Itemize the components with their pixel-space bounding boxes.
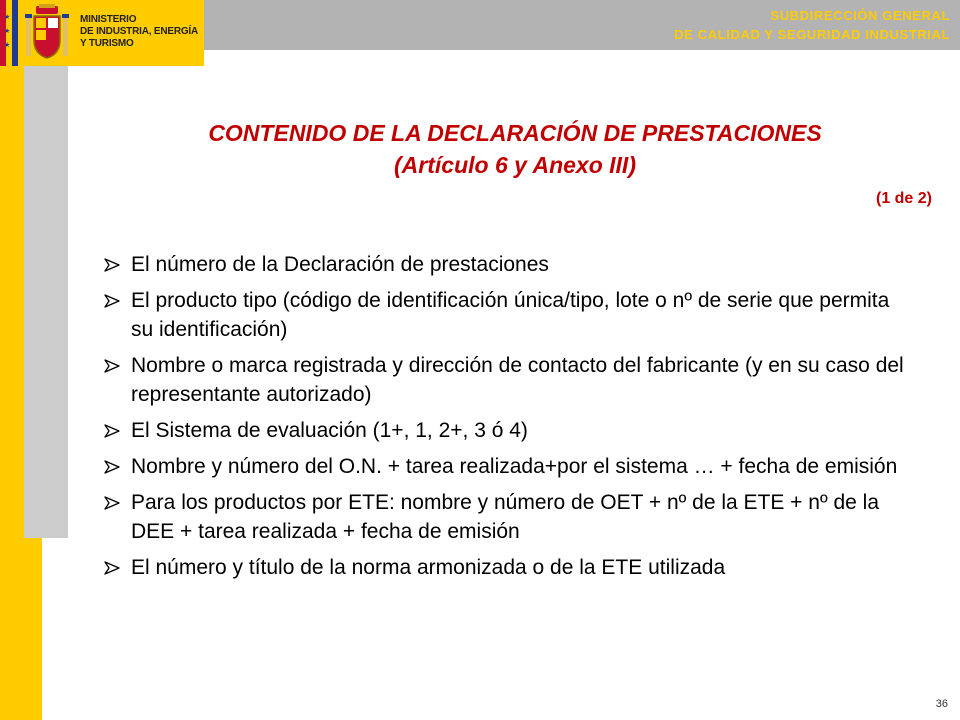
ministry-logo — [0, 0, 204, 66]
ministry-name: MINISTERIO DE INDUSTRIA, ENERGÍA Y TURISMO — [80, 14, 199, 49]
bullet-text: Nombre o marca registrada y dirección de contacto del fabricante (y en su caso del representante autorizado) — [131, 354, 904, 406]
coat-of-arms-icon — [22, 4, 72, 62]
list-item — [104, 286, 904, 344]
bullet-text: El número de la Declaración de prestaciones — [131, 253, 549, 276]
left-grey-panel — [24, 50, 68, 538]
arrow-bullet-icon — [104, 561, 120, 575]
bullet-text: Para los productos por ETE: nombre y número de OET + nº de la ETE + nº de la DEE + tarea realizada + fecha de emisión — [131, 491, 880, 543]
agency-name: SUBDIRECCIÓN GENERAL DE CALIDAD Y SEGURIDAD INDUSTRIAL — [674, 8, 950, 42]
list-item — [104, 488, 904, 546]
slide-title-line1: CONTENIDO DE LA DECLARACIÓN DE PRESTACIONES — [208, 120, 822, 146]
eu-flag-icon: ★ ★ ★ — [0, 0, 18, 66]
bullet-text: Nombre y número del O.N. + tarea realizada+por el sistema … + fecha de emisión — [131, 455, 898, 478]
arrow-bullet-icon — [104, 496, 120, 510]
arrow-bullet-icon — [104, 359, 120, 373]
part-indicator: (1 de 2) — [875, 190, 932, 207]
bullet-text: El número y título de la norma armonizada o de la ETE utilizada — [131, 556, 726, 579]
bullet-text: El producto tipo (código de identificación única/tipo, lote o nº de serie que permita su identificación) — [131, 289, 890, 341]
slide-title-line2: (Artículo 6 y Anexo III) — [394, 152, 636, 178]
list-item — [104, 351, 904, 409]
page-number: 36 — [935, 698, 948, 710]
list-item — [104, 452, 904, 481]
bullet-list — [104, 250, 904, 589]
arrow-bullet-icon — [104, 460, 120, 474]
bullet-text: El Sistema de evaluación (1+, 1, 2+, 3 ó 4) — [131, 419, 528, 442]
list-item — [104, 553, 904, 582]
arrow-bullet-icon — [104, 258, 120, 272]
list-item — [104, 250, 904, 279]
slide-title — [70, 117, 960, 181]
list-item — [104, 416, 904, 445]
arrow-bullet-icon — [104, 294, 120, 308]
arrow-bullet-icon — [104, 424, 120, 438]
